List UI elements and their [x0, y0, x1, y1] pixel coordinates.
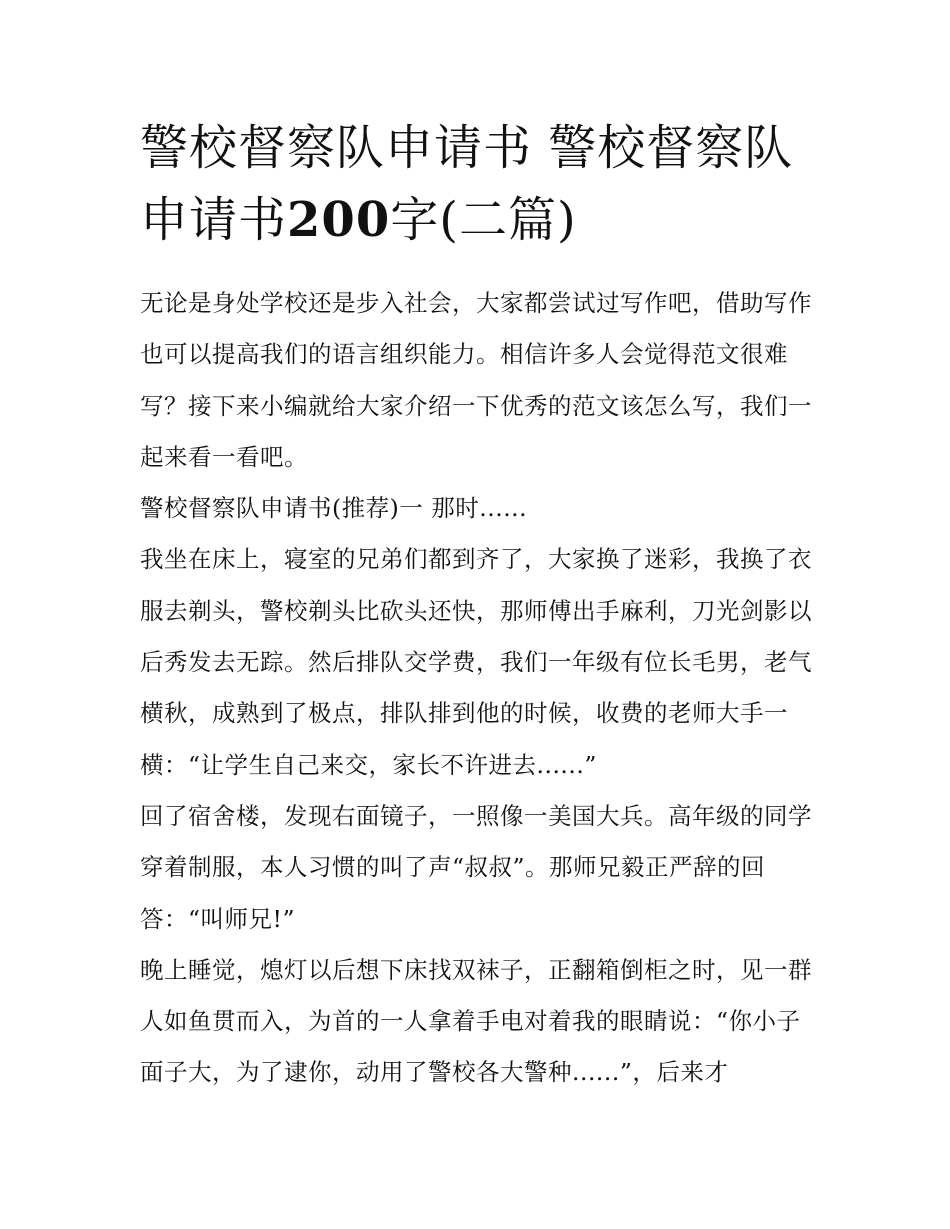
title-text: 警校督察队申请书 警校督察队申请书 — [140, 120, 794, 248]
document-title — [140, 112, 820, 256]
section-heading: 警校督察队申请书(推荐)一 那时...... — [140, 494, 528, 523]
document-body — [140, 278, 820, 1099]
title-number: 200 — [287, 192, 391, 248]
intro-paragraph: 无论是身处学校还是步入社会，大家都尝试过写作吧，借助写作也可以提高我们的语言组织能力。相信许多人会觉得范文很难写？接下来小编就给大家介绍一下优秀的范文该怎么写，我们一起来看一看吧。 — [140, 289, 812, 471]
body-paragraph: 我坐在床上，寝室的兄弟们都到齐了，大家换了迷彩，我换了衣服去剃头，警校剃头比砍头还快，那师傅出手麻利，刀光剑影以后秀发去无踪。然后排队交学费，我们一年级有位长毛男，老气横秋，成熟到了极点，排队排到他的时候，收费的老师大手一横：“让学生自己来交，家长不许进去......” — [140, 545, 812, 779]
body-paragraph: 晚上睡觉，熄灯以后想下床找双袜子，正翻箱倒柜之时，见一群人如鱼贯而入，为首的一人拿着手电对着我的眼睛说：“你小子面子大，为了逮你，动用了警校各大警种......”，后来才 — [140, 955, 812, 1087]
title-suffix: 字(二篇) — [390, 192, 577, 248]
body-paragraph: 回了宿舍楼，发现右面镜子，一照像一美国大兵。高年级的同学穿着制服，本人习惯的叫了声“叔叔”。那师兄毅正严辞的回答：“叫师兄!” — [140, 801, 812, 933]
